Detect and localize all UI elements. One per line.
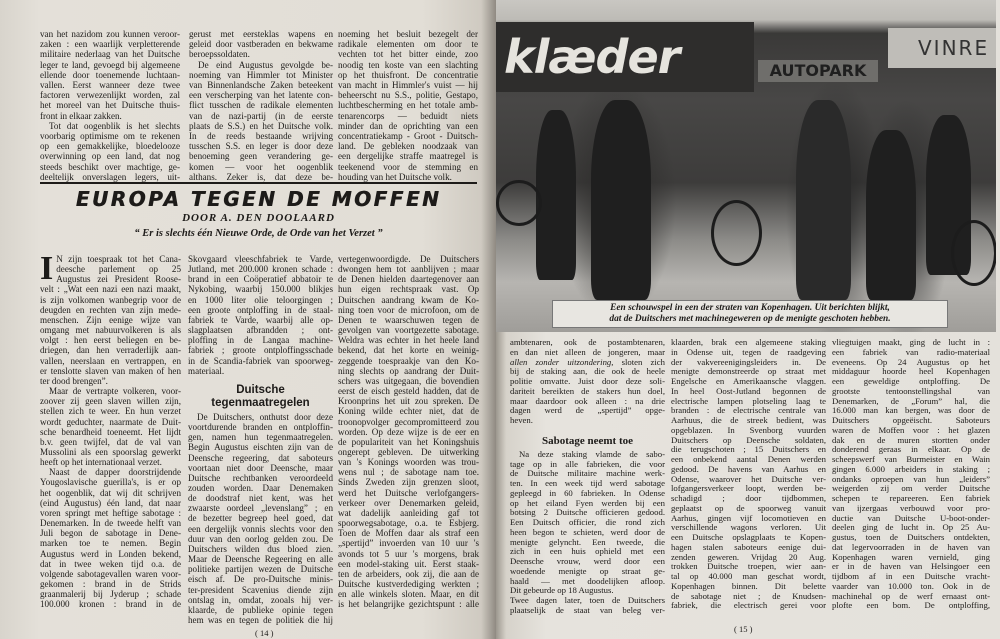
text-line: op een gemakkelijke, bloedelooze — [40, 141, 180, 152]
text-line: gustus, toen de Duitschers ontdekten, — [832, 532, 990, 542]
text-line: een model-staking uit. Eerst staak- — [338, 558, 479, 569]
paragraph — [40, 467, 181, 609]
text-line: Augustus werd in Londen bekend, — [40, 548, 181, 559]
text-line: Engelsche en Amerikaansche vlaggen. — [671, 376, 826, 386]
text-line: In heel Oost-Jutland begonnen de — [671, 385, 826, 396]
text-line: de doodstraf niet kent, was het — [188, 493, 333, 504]
text-line: deugden en rechten van zijn mede- — [40, 304, 181, 315]
text-line: Naast de dapper doorstrijdende — [49, 467, 181, 478]
text-line: Sinds Zweden zijn grenzen sloot, — [338, 477, 479, 488]
text-line: ning slechts op aandrang der Duit- — [338, 365, 479, 376]
text-line: politie omvatte. Juist door deze soli- — [510, 376, 665, 386]
text-line: eerst de eisch gesteld hadden, dat de — [338, 386, 479, 397]
text-line: voortaan niet door Deensche, maar — [188, 462, 333, 473]
paragraph — [40, 121, 180, 182]
text-line: fabriek, die electrisch gerei voor — [671, 600, 826, 611]
text-line: deesche parlement op 25 — [56, 264, 181, 275]
paragraph — [40, 250, 181, 386]
text-line: Odense, waarover het Duitsche ver- — [671, 473, 826, 484]
text-line: botsing 2 Duitsche officieren gedood. — [510, 507, 665, 518]
text-line: volgende sabotagevallen waren voor- — [40, 568, 181, 579]
text-line: een fabriek van radio-materiaal — [832, 346, 990, 357]
text-line: en dan niet alleen de jongeren, maar — [510, 346, 665, 357]
paragraph — [510, 596, 665, 616]
text-line: voren springt met heftige sabotage : — [40, 507, 181, 518]
top-column-1 — [40, 29, 180, 182]
page-number: ( 15 ) — [734, 624, 753, 634]
text-line: en alle winkels sloten. Maar, en dit — [338, 589, 479, 600]
right-page — [496, 0, 1000, 639]
text-line: vliegtuigen maakt, ging de lucht in : — [832, 337, 990, 347]
text-line: van macht in Himmler's vuist — hij — [338, 80, 478, 91]
text-line: vaarder van 10.000 ton. Ook in de — [832, 580, 990, 591]
text-line: zenden geweren. Vrijdag 20 Aug. — [671, 551, 826, 562]
text-line: ambtenaren, ook de postambtenaren, — [510, 337, 665, 347]
text-line: graanmalerij bij Jyderup ; schade — [40, 589, 181, 600]
text-line: radikale elementen om door te — [338, 39, 478, 50]
shop-sign: VINRE — [888, 28, 996, 68]
caption-line: Een schouwspel in een der straten van Kopenhagen. Uit berichten blijkt, — [610, 303, 890, 313]
text-line: ploffing in de Langaa machine- — [188, 335, 333, 346]
article-subtitle-quote: “ Er is slechts één Nieuwe Orde, de Orde van het Verzet ” — [134, 228, 383, 239]
section-heading: Duitsche tegenmaatregelen — [211, 383, 310, 409]
text-line: materiaal. — [188, 365, 225, 376]
text-line: heven. — [510, 415, 533, 425]
text-line: tijdbom af in een Duitsche vracht- — [832, 571, 990, 581]
photo-figure — [591, 100, 651, 300]
shop-sign: AUTOPARK — [758, 60, 878, 82]
text-line: zouden worden. Daar Denemaken — [188, 482, 333, 493]
text-line: beheerscht nu S.S., politie, Gestapo, — [338, 90, 478, 101]
text-line: waren de Moffen voor : het glazen — [832, 424, 990, 435]
text-line: ning toen voor de microfoon, om de — [338, 304, 479, 315]
text-line: wordt geduchter, naarmate de Duit- — [40, 416, 181, 427]
text-line: op het eiland Fyen werden bij een — [510, 497, 665, 508]
text-line: er in de haven van Helsingoer een — [832, 561, 990, 572]
text-line: velt : „Wat een nazi een nazi maakt, — [40, 284, 181, 295]
text-line: Begin Augustus eischten zijn van de — [188, 442, 333, 453]
text-line: avonds tot 5 uur 's morgens, brak — [338, 548, 479, 559]
text-line: Duitsche kustverdediging werkten ; — [338, 579, 479, 589]
paragraph — [671, 338, 826, 611]
text-line: weigerden zij om verder Duitsche — [832, 483, 990, 494]
paragraph — [188, 412, 333, 625]
text-line: hun eigen rechtspraak vast. Op — [338, 284, 479, 295]
text-line: vallen, neerslaan en vertrappen, en — [40, 355, 181, 366]
text-line: 16.000 man kan bergen, was door de — [832, 405, 990, 416]
text-line: benoeming geen verandering ge- — [189, 151, 333, 162]
text-line: Weldra was echter in het heele land — [338, 335, 479, 346]
text-line: ellende door toenemende luchtaan- — [40, 69, 180, 80]
text-line: bekend, dat het korte en weinig- — [338, 345, 479, 356]
body-column-1 — [40, 250, 181, 610]
text-line: Denemarken, de „Forum” hal, die — [832, 395, 990, 406]
news-photo-copenhagen-street — [496, 0, 996, 332]
text-line: beroepssoldaten. — [189, 49, 250, 60]
text-line: troonopvolger gecompromitteerd zou — [338, 416, 479, 427]
body-column-3 — [338, 254, 479, 609]
paragraph — [188, 254, 333, 376]
text-line: worden. Op deze wijze is de eer en — [338, 426, 479, 437]
bicycle-wheel — [496, 180, 542, 226]
text-line: plaats de S.S.) en het Duitsche volk. — [189, 120, 333, 131]
text-line: noodig ten koste van een slachting — [338, 59, 478, 70]
text-line: volgt : hen eerst beliegen en be- — [40, 335, 181, 346]
text-line: Duitschers opgeëischt. Saboteurs — [832, 415, 990, 425]
text-line: dak en de muren stortten onder — [832, 434, 990, 445]
text-line: Augustus zei President Roose- — [56, 274, 181, 285]
text-line: de populariteit van het Koningshuis — [338, 436, 479, 447]
text-line: schers was uitgegaan, die bovendien — [338, 375, 479, 386]
text-line: In de reeds bestaande wrijving — [189, 131, 333, 142]
text-line: Kroonprins het uit zou spreken. De — [338, 396, 479, 407]
paragraph — [40, 386, 181, 467]
text-line: geplaatst op de spoorweg vanuit — [671, 502, 826, 513]
paragraph — [338, 29, 478, 182]
text-line: De eind Augustus gevolgde be- — [198, 59, 333, 70]
text-line: de sabotage niet ; de Knudsen- — [671, 590, 826, 601]
text-line: de Denen hielden daartegenover aan — [338, 274, 479, 285]
text-line: wat dadelijk aanleiding gaf tot — [338, 507, 479, 518]
text-line: heen begon te schieten, werd door de — [510, 526, 665, 537]
paragraph — [832, 338, 990, 611]
body-column-2 — [188, 254, 333, 625]
text-line: stellen zich te weer. En hun verzet — [40, 406, 181, 417]
text-line: ter dood brengen”. — [40, 375, 108, 386]
text-line: menigte demonstreerde op straat met — [671, 366, 826, 377]
text-line: vertegenwoordigde. De Duitschers — [338, 254, 479, 264]
text-line: eveneens. Op 24 Augustus op het — [832, 356, 990, 367]
text-line: er tenslotte slaven van maken of hen — [40, 365, 181, 376]
italic-text: allen zonder uitzondering — [510, 356, 612, 367]
text-line: ter-president Scavenius diende zijn — [188, 584, 333, 595]
text-line: opgeblazen. In Svenborg vuurden — [671, 424, 826, 435]
text-line: omgang met nabuurvolkeren is als — [40, 325, 181, 336]
text-line: sche benardheid toeneemt. Het lijdt — [40, 426, 181, 437]
left-page — [0, 0, 496, 639]
text-line: maar daardoor ook alleen : na drie — [510, 395, 665, 406]
text-line: fabriek ; groote ontploffingsschade — [188, 345, 333, 356]
text-line: gerust met eersteklas wapens en — [189, 29, 333, 39]
text-line: Denemarken. In de tweede helft van — [40, 518, 181, 529]
text-line: die terugschoten ; 15 Duitschers en — [671, 444, 826, 455]
text-line: De Duitschers, onthutst door deze — [197, 411, 333, 422]
text-line: is zijn volkomen wanbegrip voor de — [40, 294, 181, 305]
text-line: verkeer over Denemarken geleid, — [338, 497, 479, 508]
text-line: „spertijd” invoerden van 10 uur 's — [338, 538, 479, 549]
text-line: verschillende wagons verloren. Uit — [671, 522, 826, 533]
section-rule — [40, 182, 477, 184]
text-line: haald — met doodelijken afloop. — [510, 575, 665, 586]
text-line: van Binnenlandsche Zaken beteekent — [189, 80, 333, 91]
text-line: ondanks oproepen van hun „leiders” — [832, 473, 990, 484]
text-line: gingen 6.000 arbeiders in staking ; — [832, 463, 990, 474]
text-line: plofte een bom. De ontploffing, — [832, 600, 990, 611]
text-line: van 's Konings woorden was trou- — [338, 457, 479, 468]
article-byline: DOOR A. DEN DOOLAARD — [182, 212, 335, 224]
text-line: zich in een huis ophield met een — [510, 546, 665, 557]
text-line: klaarde, de publieke opinie tegen — [188, 604, 333, 615]
text-line: wens nul ; de sabotage nam toe. — [338, 467, 479, 478]
text-line: woedende menigte op straat ge- — [510, 565, 665, 576]
text-line: de bezetter begreep heel goed, dat — [188, 513, 333, 524]
text-line: schadigd ; door tijdbommen, — [671, 493, 826, 503]
text-line: ten de arbeiders, ook zij, die aan de — [338, 568, 479, 579]
paragraph — [40, 29, 180, 121]
text-line: front in elkaar zakken. — [40, 110, 122, 121]
text-line: electrische lampen plotseling laag te — [671, 395, 826, 406]
text-line: komen — voor het oogenblik — [189, 161, 333, 172]
text-line: lofgangersverkeer loopt, werden be- — [671, 483, 826, 494]
text-line: brand in een Coöperatief abbatoir te — [188, 274, 333, 285]
text-line: gekomen : brand in de Strids — [40, 579, 181, 589]
article-title: EUROPA TEGEN DE MOFFEN — [75, 187, 442, 211]
text-line: Deensche vrouw, werd door een — [510, 556, 665, 566]
text-line: flict tusschen de radikale elementen — [189, 100, 333, 111]
text-line: scheepswerf van Burmeister en Wain — [832, 454, 990, 464]
photo-caption — [552, 300, 948, 328]
text-line: in Odense uit, tegen de raadgeving — [671, 346, 826, 357]
text-line: althans. Zeker is, dat deze be- — [189, 171, 333, 182]
text-line: eisch af. De pro-Duitsche minis- — [188, 574, 333, 585]
text-line: deeltelijk onverslagen legers, uit- — [40, 171, 180, 182]
text-line: militaire nederlaag van het Duitsche — [40, 49, 180, 60]
text-line: voorbarig optimisme om te rekenen — [40, 131, 180, 142]
text-line: werd het Duitsche verlofgangers- — [338, 487, 479, 498]
text-line: een dergelijk vonnis slechts voor den — [188, 523, 333, 534]
paragraph — [338, 254, 479, 609]
paragraph — [189, 60, 333, 182]
text-line: zoover zij geen slaven willen zijn, — [40, 396, 181, 407]
text-line: heeft op het internationaal verzet. — [40, 457, 162, 468]
text-line: Na deze staking vlamde de sabo- — [519, 448, 665, 459]
text-line: gedood. De havens van Aarhus en — [671, 463, 826, 474]
text-line: schepen te repareeren. Een fabriek — [832, 493, 990, 503]
text-line: zaken : een waarlijk verpletterende — [40, 39, 180, 50]
text-line: menschen. Zijn eenige wijze van — [40, 314, 181, 325]
photo-figure — [796, 100, 851, 300]
text-line: van de nazi-partij (in de eerste — [189, 110, 333, 121]
text-line: steeds beschikt over machtige, ge- — [40, 161, 180, 172]
text-line: menigte gelyncht. Een tweede, die — [510, 536, 665, 547]
bicycle-wheel — [951, 220, 996, 286]
text-line: Duitschen aandrang kwam de Ko- — [338, 294, 479, 305]
text-line: Deensche regeering, dat saboteurs — [188, 452, 333, 463]
top-column-3 — [338, 29, 478, 182]
text-line: vechten tot het bitter einde, zoo — [338, 49, 478, 60]
text-line: in de Scandia-fabriek van spoorweg- — [188, 355, 333, 366]
text-line: Toen de Moffen daar als straf een — [338, 528, 479, 539]
text-line: fabriek te Varde, waarbij alle op- — [188, 314, 333, 325]
text-line: bij de staking aan, die ook de heele — [510, 366, 665, 377]
text-line: middaguur hoorde heel Kopenhagen — [832, 366, 990, 377]
body-column-2 — [671, 338, 826, 611]
text-line: dat legervoorraden in de haven van — [832, 541, 990, 552]
text-line: deelen ging de lucht in. Op 25 Au- — [832, 522, 990, 533]
text-line: tenarencorps — beduidt niets — [338, 110, 478, 121]
text-line: overwinning op een land, dat nog — [40, 151, 180, 162]
text-line: donderend geraas in elkaar. Op de — [832, 444, 990, 455]
text-line: van ijzergaas verbouwd voor pro- — [832, 502, 990, 513]
text-line: concentratiekamp - Groot - Duitsch- — [338, 131, 478, 142]
text-line: Dit gebeurde op 18 Augustus. — [510, 585, 614, 596]
text-line: (eind Augustus) één land, dat naar — [40, 497, 181, 508]
text-line: land. De gebleken noodzaak van — [338, 141, 478, 152]
text-line: hem was en tegen de politiek die hij — [188, 615, 333, 625]
text-line: plaatselijk de staat van beleg ver- — [510, 604, 665, 615]
bicycle-wheel — [711, 200, 762, 266]
shop-sign: klæder — [496, 22, 754, 92]
text-line: Twee dagen later, toen de Duitschers — [510, 595, 665, 605]
caption-line: dat de Duitschers met machinegeweren op de menigte geschoten hebben. — [609, 314, 891, 324]
text-line: dagen werd de „spertijd” opge- — [510, 405, 665, 416]
text-line: is het belangrijke gezichtspunt : alle — [338, 599, 479, 610]
text-line: een Duitsche opslagplaats te Kopen- — [671, 532, 826, 542]
text-line: Maar de vertrapte volkeren, voor- — [49, 386, 181, 397]
text-line: een verscherping van het latente con- — [189, 90, 333, 101]
text-line: een dergelijke straffe maatregel is — [338, 151, 478, 162]
text-line: Yougoslavische guerilla's, is er op — [40, 477, 181, 488]
text-line: Aarhuus, die de streek bedient, was — [671, 415, 826, 425]
text-line: zwaarste oordeel „levenslang” ; en — [188, 503, 333, 514]
text-line: Juli begon de sabotage in Dene- — [40, 528, 181, 539]
text-line: Duitsche rechtbanken veroordeeld — [188, 472, 333, 483]
text-line: en 1000 liter olie teloorgingen ; — [188, 294, 333, 305]
text-line: Koning wilde echter niet, dat de — [338, 406, 479, 417]
drop-cap: I — [40, 250, 54, 287]
text-line: duur van den oorlog gelden zou. De — [188, 533, 333, 544]
text-line: 100.000 kronen : brand in de — [40, 599, 181, 610]
text-line: driegen, dan hen verraderlijk aan- — [40, 345, 181, 356]
text-line: Kopenhagen binnen. Dit belette — [671, 580, 826, 591]
text-line: Kopenhagen waren vernield, ging — [832, 551, 990, 562]
photo-figure — [536, 110, 576, 280]
text-line: minder dan de oprichting van een — [338, 120, 478, 131]
text-line: politieke partijen wezen de Duitsche — [188, 564, 333, 575]
text-line: geleid door vastberaden en bekwame — [189, 39, 333, 50]
text-line: noeming van Himmler tot Minister — [189, 69, 333, 80]
text-line: dat in twee weken tijd o.a. de — [40, 558, 181, 569]
text-segment: , sloten zich — [611, 356, 665, 367]
text-line: een onbekend aantal Denen werden — [671, 454, 826, 464]
text-line: Mussolini als een spoorslag gewerkt — [40, 446, 181, 457]
text-line: ontslag in, omdat, zooals hij ver- — [188, 594, 333, 605]
photo-figure — [866, 130, 916, 300]
text-line: dariteit bereikten de stakers hun doel, — [510, 385, 665, 396]
text-line: voortdurende branden en ontploffin- — [188, 422, 333, 433]
text-line: een groote ontploffing in de staal- — [188, 304, 333, 315]
text-line: Duitschers op Deensche soldaten, — [671, 434, 826, 445]
page-number: ( 14 ) — [255, 628, 274, 638]
text-line: Skovgaard vleeschfabriek te Varde, — [188, 254, 333, 264]
text-line: der vakvereenigingsleiders in. De — [671, 356, 826, 367]
section-heading: Sabotage neemt toe — [541, 434, 634, 447]
text-line: tusschen S.S. en leger is door deze — [189, 141, 333, 152]
text-line: zeggende toespraakje van den Ko- — [338, 355, 479, 366]
text-line: spoorwegsabotage, o.a. te Esbjerg. — [338, 518, 479, 529]
paragraph — [510, 338, 665, 426]
text-line: gepleegd in 60 fabrieken. In Odense — [510, 487, 665, 498]
text-line: luchtbescherming en het totale amb- — [338, 100, 478, 111]
text-line: het moreel van het Duitsche thuis- — [40, 100, 180, 111]
text-line: Tot dat oogenblik is het slechts — [49, 120, 180, 131]
text-line: op het thuisfront. De concentratie — [338, 69, 478, 80]
text-line: Denen te waarschuwen tegen de — [338, 314, 479, 325]
paragraph — [189, 29, 333, 60]
text-line: klaarden, brak een algemeene staking — [671, 337, 826, 347]
text-line: Aarhus, gingen vijf locomotieven en — [671, 512, 826, 523]
text-line: de Duitsche militaire machine werk- — [510, 468, 665, 479]
text-line: noeming het besluit bezegelt der — [338, 29, 478, 39]
text-line: Jutland, met 200.000 kronen schade : — [188, 264, 333, 275]
text-line: Duitschers wilden dus bloed zien. — [188, 543, 333, 554]
text-line: factoren verwezenlijkt worden, zal — [40, 90, 180, 101]
text-line: leger te land, gevoegd bij algemeene — [40, 59, 180, 70]
text-line: dwongen hem tot aanblijven ; maar — [338, 264, 479, 275]
text-line: hagen stalen saboteurs eenige dui- — [671, 541, 826, 552]
text-line: vallen. Eerst wanneer deze twee — [40, 80, 180, 91]
text-line: teekenend voor de stemming en — [338, 161, 478, 172]
text-line: Maar de Deensche Regeering en alle — [188, 554, 333, 565]
text-line: gen, namen hun tegenmaatregelen. — [188, 432, 333, 443]
text-line: van het nazidom zou kunnen veroor- — [40, 29, 180, 39]
text-line: tal op 40.000 man geschat wordt, — [671, 571, 826, 581]
text-line: het oogenblik, dat wij dit schrijven — [40, 487, 181, 498]
text-line: gevolgen van voortgezette sabotage. — [338, 325, 479, 336]
paragraph — [510, 450, 665, 596]
text-line: Een Duitsch officier, die rond zich — [510, 517, 665, 527]
text-line: branden : de electrische centrale van — [671, 405, 826, 416]
text-line: ten. In een week tijd werd sabotage — [510, 478, 665, 488]
body-column-1 — [510, 338, 665, 616]
text-line: N zijn toespraak tot het Cana- — [56, 254, 181, 264]
text-line: ongerept gebleven. De uitwerking — [338, 446, 479, 457]
text-line: trokken Duitsche troepen, wier aan- — [671, 561, 826, 572]
text-line: Nykobing, waarbij 150.000 blikjes — [188, 284, 333, 295]
body-column-3 — [832, 338, 990, 611]
text-line: een geweldige ontploffing. De — [832, 376, 990, 386]
text-line: tage op in alle fabrieken, die voor — [510, 458, 665, 469]
text-line: ductie van Duitsche U-boot-onder- — [832, 512, 990, 523]
text-line: marken toe te nemen. Begin — [40, 538, 181, 549]
text-line: grootste tentoonstellingshal van — [832, 385, 990, 396]
text-line: houding van het Duitsche volk. — [338, 171, 452, 182]
text-line: machinehal op de werf ernaast ont- — [832, 590, 990, 601]
text-line: b.v. geen twijfel, dat de val van — [40, 436, 181, 447]
top-column-2 — [189, 29, 333, 182]
text-line: slagplaatsen afbrandden ; ont- — [188, 325, 333, 336]
